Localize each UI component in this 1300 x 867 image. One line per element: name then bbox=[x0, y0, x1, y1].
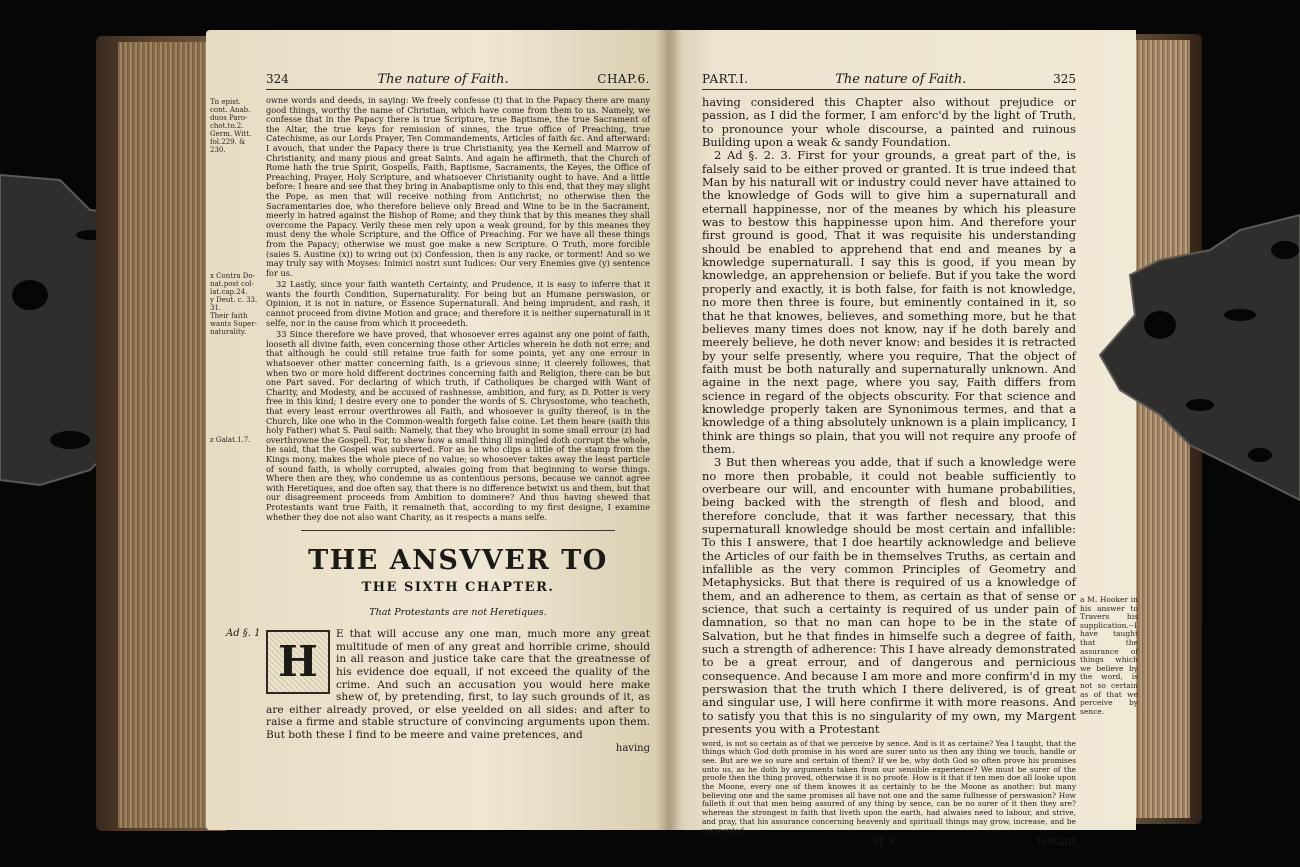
chapter-title: THE ANSVVER TO bbox=[308, 545, 608, 577]
right-page-number: 325 bbox=[1053, 72, 1076, 86]
left-body-text bbox=[210, 95, 650, 522]
margin-note-line: cont. Anab. bbox=[210, 106, 251, 114]
paragraph-2: 2 Ad §. 2. 3. First for your grounds, a great part of the, is falsely said to be either proved or granted. It is true indeed that Man by his naturall wit or industry could never have attained to the knowledge of Gods will to give him a supernaturall and eternall happinesse, nor of the meanes by which his pleasure was to bestow this happinesse upon him. And therefore your first ground is good, That it was requisite his understanding should be enabled to apprehend that end and meanes by a knowledge supernaturall. I say this is good, if you mean by knowledge, an apprehension or beliefe. But if you take the word properly and exactly, it is both false, for faith is not knowledge, no more then three is foure, but eminently contained in it, so that he that knowes, believes, and something more, but he that believes many times does not know, nay if he doth barely and meerely believe, he doth never know: and besides it is retracted by your selfe presently, where you require, That the object of faith must be both naturally and supernaturally unknown. And againe in the next page, where you say, Faith differs from science in regard of the objects obscurity. For that science and knowledge properly taken are Synonimous termes, and that a knowledge of a thing absolutely unknown is a plain implicancy, I think are things so plain, that you will not require any proofe of them. bbox=[702, 148, 1076, 456]
answer-marker: Ad §. 1 bbox=[226, 628, 261, 640]
margin-note-line: wants Super- bbox=[210, 320, 257, 328]
left-page bbox=[206, 30, 668, 830]
margin-note-line: Tn epist. bbox=[210, 98, 241, 106]
paragraph-31: owne words and deeds, in saying: We freely confesse (t) that in the Papacy there are many good things, worthy the name of Christian, which have come from them to us. Namely, we confesse that in the Papacy there is true Scripture, true Baptisme, the true Sacrament of the Altar, the true keys for remission of sinnes, the true office of Preaching, true Catechisme, as our Lords Prayer, Ten Commandements, Articles of faith &c. And afterward: I avouch, that under the Papacy there is true Christianity, yea the Kernell and Marrow of Christianity, and many pious and great Saints. And again he affirmeth, that the Church of Rome hath the true Spirit, Gospells, Faith, Baptisme, Sacraments, the Keyes, the Office of Preaching, Prayer, Holy Scripture, and whatsoever Christianity ought to have. And a little before: I heare and see that they bring in Anabaptisme only to this end, that they may slight the Pope, as men that will receive nothing from Antichrist; no otherwise then the Sacramentaries doe, who therefore believe only Bread and Wine to be in the Sacrament, meerly in hatred against the Bishop of Rome; and they think that by this meanes they shall overcome the Papacy. Verily these men rely upon a weak ground, for by this meanes they must deny the whole Scripture, and the Office of Preaching. For we have all these things from the Papacy; otherwise we must goe make a new Scripture. O Truth, more forcible (saies S. Austine (x)) to wring out (x) Confession, then is any racke, or torment! And so we may truly say with Moyses: Inimici nostri sunt Iudices: Our very Enemies give (y) sentence for us. bbox=[266, 95, 650, 278]
answer-paragraph: E that will accuse any one man, much more any great multitude of men of any great and horrible crime, should in all reason and justice take care that the greatnesse of his evidence doe equall, if not exceed the quality of the crime. And such an accusation you would here make shew of, by pretending, first, to lay such grounds of it, as are either already proved, or else yeelded on all sides: and after to raise a firme and stable structure of convincing arguments upon them. But both these I find to be meere and vaine pretences, and bbox=[266, 628, 650, 741]
signature-mark: Sf 3 bbox=[872, 835, 895, 849]
right-page bbox=[668, 30, 1138, 849]
margin-note-galat: z Galat.1.7. bbox=[210, 436, 251, 444]
margin-notes-top bbox=[210, 98, 262, 154]
chapter-label: CHAP.6. bbox=[597, 72, 650, 86]
margin-note-line: duos Paro- bbox=[210, 114, 248, 122]
margin-note-line: x Contra Do- bbox=[210, 272, 256, 280]
margin-note-line: lat.cap.24. bbox=[210, 288, 248, 296]
margin-note-line: nat.post col- bbox=[210, 280, 254, 288]
right-page-clamp bbox=[1100, 215, 1300, 500]
margin-note-line: fol.229. & bbox=[210, 138, 246, 146]
right-running-head bbox=[702, 72, 1076, 90]
right-page-footer bbox=[702, 835, 1076, 849]
margin-note-line: 31. bbox=[210, 304, 222, 312]
margin-note-line: Germ. Witt. bbox=[210, 130, 252, 138]
margin-note-line: naturality. bbox=[210, 328, 247, 336]
paragraph-33: 33 Since therefore we have proved, that whosoever erres against any one point of faith, looseth all divine faith, even concerning those other Articles wherein he doth not erre; and that although he could still retaine true faith for some points, yet any one errour in whatsoever other matter concerning faith, is a grievous sinne; it cleerely followes, that when two or more hold different doctrines concerning faith and Religion, there can be but one Part saved. For declaring of which truth, if Catholiques be charged with Want of Charity, and Modesty, and be accused of rashnesse, ambition, and fury, as D. Potter is very free in this kind; I desire every one to ponder the words of S. Chrysostome, who teacheth, that every least errour overthrowes all Faith, and whosoever is guilty thereof, is in the Church, like one who in the Common-wealth forgeth false coine. Let them heare (saith this holy Father) what S. Paul saith: Namely, that they who brought in some small errour (z) had overthrowne the Gospell. For, to shew how a small thing ill mingled doth corrupt the whole, he said, that the Gospel was subverted. For as he who clips a little of the stamp from the Kings mony, makes the whole piece of no value; so whosoever takes away the least particle of sound faith, is wholly corrupted, alwaies going from that beginning to worse things. Where then are they, who condemne us as contentious persons, because we cannot agree with Heretiques, and doe often say, that there is no difference betwixt us and them, but that our disagreement proceeds from Ambition to dominere? And thus having shewed that Protestants want true Faith, it remaineth that, according to my first designe, I examine whether they doe not also want Charity, as it respects a mans selfe. bbox=[266, 329, 650, 522]
part-label: PART.I. bbox=[702, 72, 749, 86]
margin-note-line: y Deut. c. 33. bbox=[210, 296, 258, 304]
chapter-topic: That Protestants are not Heretiques. bbox=[369, 607, 547, 619]
paragraph-3: 3 But then whereas you adde, that if such a knowledge were no more then probable, it could not beable sufficiently to overbeare our will, and encounter with humane probabilities, being backed with the strength of flesh and blood, and therefore conclude, that it was farther necessary, that this supernaturall knowledge should be most certain and infallible: To this I answere, that I doe heartily acknowledge and believe the Articles of our faith be in themselves Truths, as certain and infallible as the very common Principles of Geometry and Metaphysicks. But that there is required of us a knowledge of them, and an adherence to them, as certain as that of sense or science, that such a certainty is required of us under pain of damnation, so that no man can hope to be in the state of Salvation, but he that findes in himselfe such a degree of faith, such a strength of adherence: This I have already demonstrated to be a great errour, and of dangerous and pernicious consequence. And because I am more and more confirm'd in my perswasion that the truth which I there delivered, is of great and singular use, I will here confirme it with more reasons. And to satisfy you that this is no singularity of my own, my Margent presents you with a Protestant bbox=[702, 455, 1076, 737]
margin-note-line: chot.to.2. bbox=[210, 122, 244, 130]
page-edges-left bbox=[118, 42, 210, 828]
section-rule bbox=[301, 530, 616, 531]
right-catchword: testant bbox=[1036, 835, 1076, 849]
margin-note-hooker: a M. Hooker in his answer to Travers his supplication.--I have taught that the assurance of things which we believe by the word, is not so certain as of that we perceive by sence. bbox=[1080, 595, 1138, 716]
left-catchword: having bbox=[615, 743, 650, 755]
decorated-initial: H bbox=[266, 630, 330, 694]
paragraph-intro: having considered this Chapter also without prejudice or passion, as I did the former, I am enforc'd by the light of Truth, to pronounce your whole discourse, a painted and ruinous Building upon a weak & sandy Foundation. bbox=[702, 95, 1076, 150]
book-gutter bbox=[656, 30, 682, 830]
left-page-number: 324 bbox=[266, 72, 289, 86]
chapter-subtitle: THE SIXTH CHAPTER. bbox=[361, 580, 555, 596]
right-body-text bbox=[702, 95, 1138, 737]
answer-text-block bbox=[226, 628, 650, 741]
right-running-title: The nature of Faith. bbox=[835, 72, 967, 87]
margin-note-line: 230. bbox=[210, 146, 226, 154]
left-running-head bbox=[266, 72, 650, 90]
paragraph-32: 32 Lastly, since your faith wanteth Certainty, and Prudence, it is easy to inferre that it wants the fourth Condition, Supernaturality. For being but an Humane perswasion, or Opinion, it is not in nature, or Essence Supernaturall. And being imprudent, and rash, it cannot proceed from divine Motion and grace; and therefore it is neither supernaturall in it selfe, nor in the cause from which it proceedeth. bbox=[266, 279, 650, 328]
left-running-title: The nature of Faith. bbox=[377, 72, 509, 87]
footnote-text: word, is not so certain as of that we perceive by sence. And is it as certaine? Yea I taught, that the things which God doth promise in his word are surer unto us then any thing we touch, handle or see. But are we so sure and certain of them? If we be, why doth God so often prove his promises unto us, as he doth by arguments taken from our sensible experience? We must be surer of the proofe then the thing proved, otherwise it is no proofe. How is it that if ten men doe all looke upon the Moone, every one of them knowes it as certainly to be the Moone as another: but many believing one and the same promises all have not one and the same fullnesse of perswasion? How falleth it out that men being assured of any thing by sence, can be no surer of it then they are? whereas the strongest in faith that liveth upon the earth, had alwaies need to labour, and strive, and pray, that his assurance concerning heavenly and spirituall things may grow, increase, and be augmented. bbox=[702, 738, 1076, 835]
margin-notes-mid bbox=[210, 272, 262, 336]
margin-note-line: Their faith bbox=[210, 312, 248, 320]
